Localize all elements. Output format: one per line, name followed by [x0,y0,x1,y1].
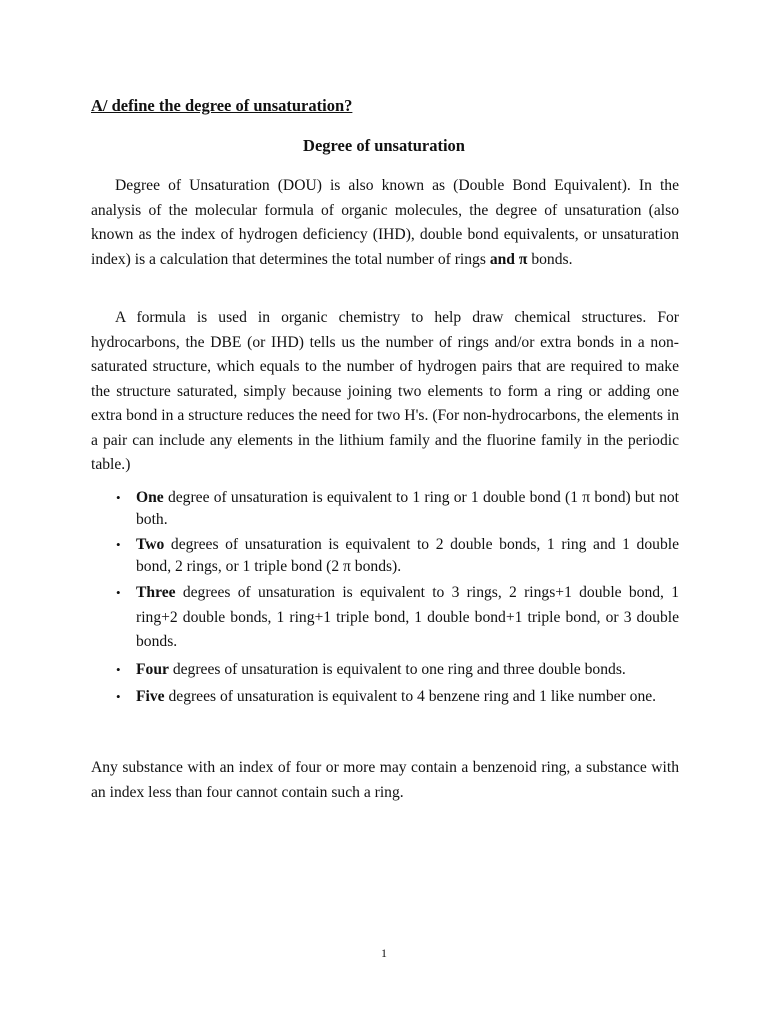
list-item-three [91,581,679,655]
list-item-lead: Two [136,536,165,553]
paragraph-definition-end: bonds. [527,250,573,268]
list-item-four [91,658,679,683]
list-item-text: degrees of unsaturation is equivalent to 4 benzene ring and 1 like number one. [164,688,657,705]
list-item-lead: Five [136,688,165,705]
list-item-five [91,685,679,710]
list-item-lead: Four [136,660,169,678]
paragraph-benzenoid: Any substance with an index of four or more may contain a benzenoid ring, a substance with an index less than four cannot contain such a ring. [91,759,679,801]
degrees-list [91,487,679,710]
list-item-text: degrees of unsaturation is equivalent to 2 double bonds, 1 ring and 1 double bond, 2 rings, or 1 triple bond (2 π bonds). [136,536,679,575]
list-item-text: degrees of unsaturation is equivalent to one ring and three double bonds. [168,660,626,678]
list-item-text: degree of unsaturation is equivalent to 1 ring or 1 double bond (1 π bond) but not both. [136,489,679,528]
page-title: Degree of unsaturation [303,136,465,155]
paragraph-definition-bold: and π [489,250,528,268]
list-item-two [91,534,679,578]
bullet-icon: • [116,661,121,677]
paragraph-definition-text: Degree of Unsaturation (DOU) is also known as (Double Bond Equivalent). In the analysis of the molecular formula of organic molecules, the degree of unsaturation (also known as the index of hydrogen deficiency (IHD), double bond equivalents, or unsaturation index) is a calculation that determines the total number of rings [91,177,679,268]
paragraph-definition [91,174,679,272]
question-heading: A/ define the degree of unsaturation? [91,96,353,115]
list-item-text: degrees of unsaturation is equivalent to 3 rings, 2 rings+1 double bond, 1 ring+2 double bonds, 1 ring+1 triple bond, 1 double bond+1 triple bond, or 3 double bonds. [136,584,679,650]
list-item-lead: One [136,489,164,506]
bullet-icon: • [116,490,121,505]
bullet-icon: • [116,689,121,704]
list-item-lead: Three [136,584,176,601]
paragraph-formula: A formula is used in organic chemistry to help draw chemical structures. For hydrocarbons, the DBE (or IHD) tells us the number of rings and/or extra bonds in a non-saturated structure, which equals to the number of hydrogen pairs that are required to make the structure saturated, simply because joining two elements to form a ring or adding one extra bond in a structure reduces the need for two H's. (For non-hydrocarbons, the elements in a pair can include any elements in the lithium family and the fluorine family in the periodic table.) [91,309,679,473]
list-item-one [91,487,679,531]
bullet-icon: • [116,585,121,600]
page-number: 1 [381,946,387,960]
bullet-icon: • [116,537,121,552]
